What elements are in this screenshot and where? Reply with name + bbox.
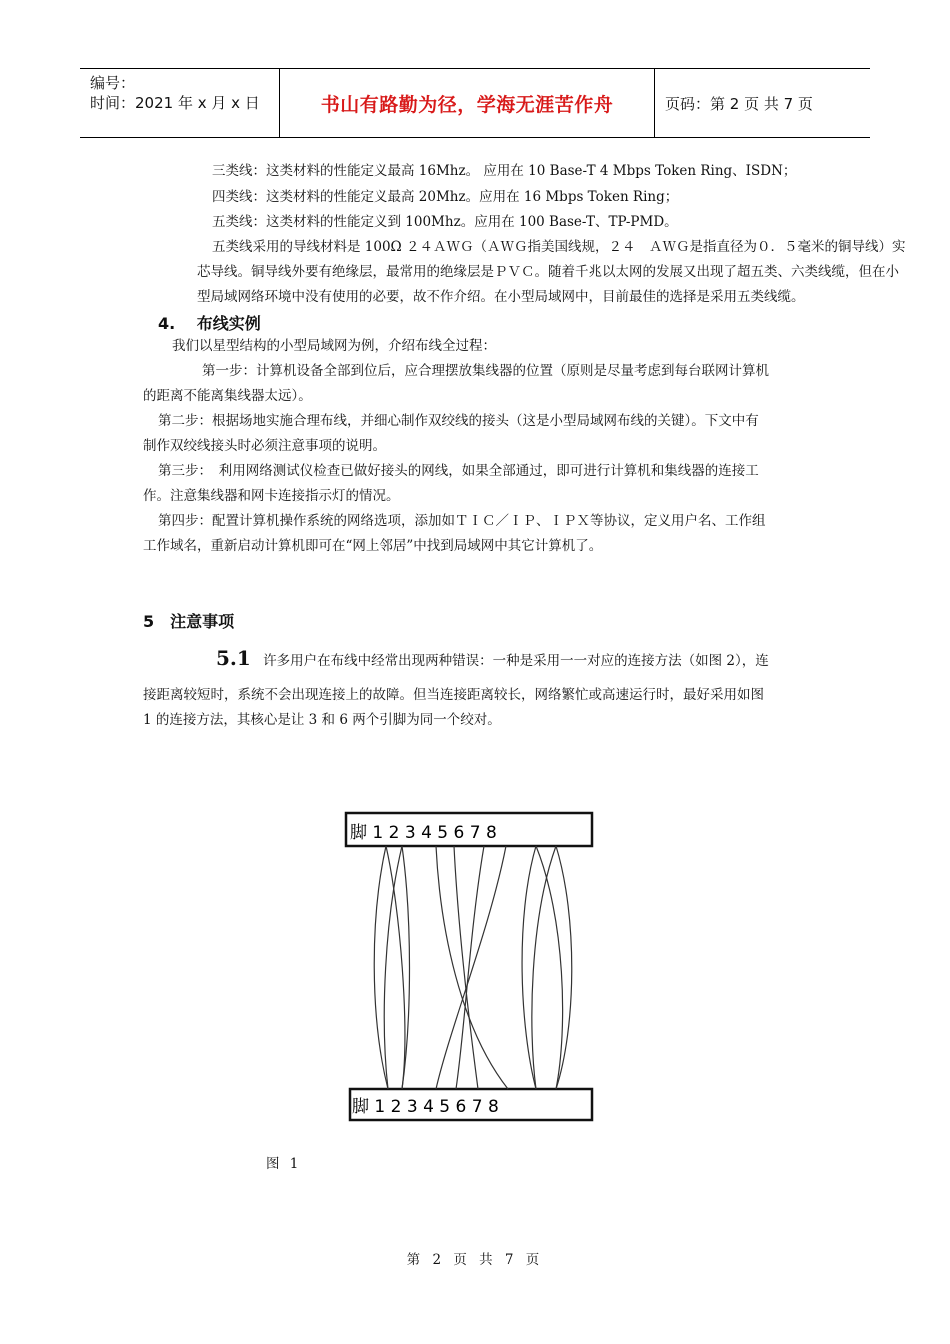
wire-pin-6: [436, 846, 506, 1089]
twisted-pair-wires: [374, 846, 572, 1089]
page-footer: 第 2 页 共 7 页: [406, 1252, 544, 1268]
cat5-line: 五类线：这类材料的性能定义到 100Mhz。应用在 100 Base-T、TP-PMD。: [212, 214, 678, 230]
code-label: 编号：: [90, 74, 136, 92]
top-pin-labels: 脚 1 2 3 4 5 6 7 8: [350, 823, 497, 843]
step3-b: 作。注意集线器和网卡连接指示灯的情况。: [143, 488, 400, 504]
step1-b: 的距离不能离集线器太远）。: [143, 388, 312, 404]
step3-a: 第三步： 利用网络测试仪检查已做好接头的网线，如果全部通过，即可进行计算机和集线器的连接工: [158, 463, 759, 479]
cat5-desc-1: 五类线采用的导线材料是 100Ω ２４ＡＷＧ（ＡＷＧ指美国线规，２４ ＡＷＧ是指直径为０．５毫米的铜导线）实: [212, 239, 906, 255]
section5-p1-text: 许多用户在布线中经常出现两种错误：一种是采用一一对应的连接方法（如图 2），连: [263, 653, 769, 669]
bottom-pin-labels: 脚 1 2 3 4 5 6 7 8: [352, 1097, 499, 1117]
cat5-desc-2: 芯导线。铜导线外要有绝缘层，最常用的绝缘层是ＰＶＣ。随着千兆以太网的发展又出现了超五类、六类线缆，但在小: [197, 264, 899, 280]
cat5-desc-3: 型局域网络环境中没有使用的必要，故不作介绍。在小型局域网中，目前最佳的选择是采用五类线缆。: [197, 289, 805, 305]
wire-pin-8: [556, 846, 572, 1089]
wire-pin-5: [456, 846, 484, 1089]
wire-pin-2: [402, 846, 410, 1089]
wiring-diagram: [340, 808, 600, 1128]
step4-b: 工作域名，重新启动计算机即可在“网上邻居”中找到局域网中其它计算机了。: [143, 538, 603, 554]
cat4-line: 四类线：这类材料的性能定义最高 20Mhz。应用在 16 Mbps Token Ring；: [212, 189, 679, 205]
wire-pin-7-twist: [536, 846, 563, 1089]
cat3-line: 三类线：这类材料的性能定义最高 16Mhz。 应用在 10 Base-T 4 Mbps Token Ring、ISDN；: [212, 163, 797, 179]
sub-number: 5.1: [216, 646, 251, 670]
section5-para-2: 接距离较短时，系统不会出现连接上的故障。但当连接距离较长，网络繁忙或高速运行时，最好采用如图: [143, 687, 764, 703]
wire-pin-1-twist: [386, 846, 405, 1089]
header-table: [80, 68, 870, 138]
section5-para-3: 1 的连接方法，其核心是让 3 和 6 两个引脚为同一个绞对。: [143, 712, 501, 728]
section4-title: 4. 布线实例: [158, 314, 261, 333]
header-left-cell: [80, 69, 280, 137]
bottom-connector: [350, 1089, 592, 1120]
section4-intro: 我们以星型结构的小型局域网为例，介绍布线全过程：: [172, 338, 496, 354]
step2-a: 第二步：根据场地实施合理布线，并细心制作双绞线的接头（这是小型局域网布线的关键）。下文中有: [158, 413, 759, 429]
wire-pin-8-twist: [532, 846, 556, 1089]
header-motto: 书山有路勤为径，学海无涯苦作舟: [280, 69, 655, 137]
section5-para-1: [216, 646, 769, 673]
date-label: 时间：2021 年 x 月 x 日: [90, 94, 260, 112]
step1-a: 第一步：计算机设备全部到位后，应合理摆放集线器的位置（原则是尽量考虑到每台联网计算机: [202, 363, 769, 379]
step2-b: 制作双绞线接头时必须注意事项的说明。: [143, 438, 386, 454]
wire-pin-4: [454, 846, 478, 1089]
step4-a: 第四步：配置计算机操作系统的网络选项，添加如ＴＩＣ／ＩＰ、ＩＰＸ等协议，定义用户名、工作组: [158, 513, 766, 529]
figure-caption: 图 1: [266, 1156, 302, 1172]
section5-title: 5 注意事项: [143, 612, 235, 631]
header-page-label: 页码：第 2 页 共 7 页: [665, 94, 813, 113]
top-connector: [346, 813, 592, 846]
